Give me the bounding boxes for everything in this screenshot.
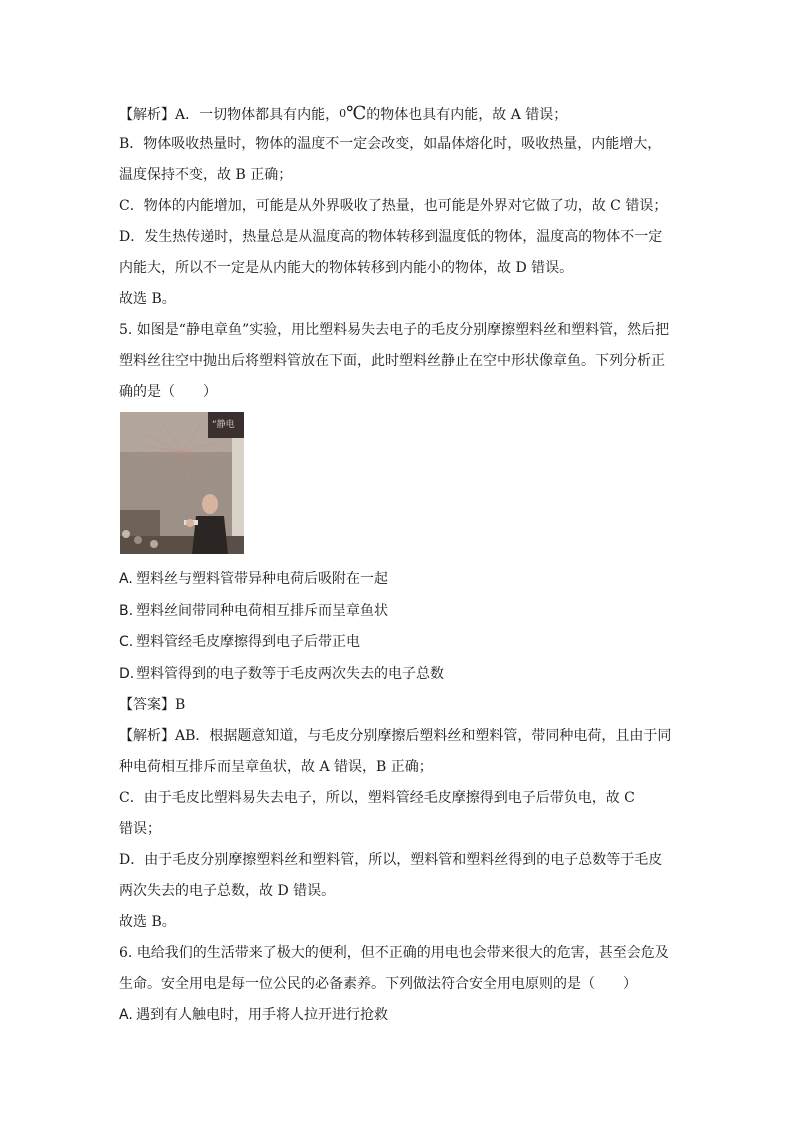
q5-option-a: A. 塑料丝与塑料管带异种电荷后吸附在一起 xyxy=(119,571,388,587)
person-head xyxy=(202,494,218,514)
degree-celsius-symbol: ℃ xyxy=(346,103,367,124)
q4-analysis-b-line-1: B．物体吸收热量时，物体的温度不一定会改变，如晶体熔化时，吸收热量，内能增大， xyxy=(119,136,662,152)
q5-option-d: D. 塑料管得到的电子数等于毛皮两次失去的电子总数 xyxy=(119,665,444,682)
q4-analysis-a-line: 【解析】A．一切物体都具有内能，0℃的物体也具有内能，故 A 错误； xyxy=(119,103,568,124)
q6-stem-line-2: 生命。安全用电是每一位公民的必备素养。下列做法符合安全用电原则的是（ ） xyxy=(119,976,637,992)
q5-analysis-d-line-2: 两次失去的电子总数，故 D 错误。 xyxy=(119,883,336,899)
q6-option-a: A. 遇到有人触电时，用手将人拉开进行抢救 xyxy=(119,1007,388,1023)
q5-analysis-c-line-2: 错误； xyxy=(119,821,161,837)
q4-analysis-b-line-2: 温度保持不变，故 B 正确； xyxy=(119,167,293,183)
q5-option-b: B. 塑料丝间带同种电荷相互排斥而呈章鱼状 xyxy=(119,602,388,619)
photo-illustration xyxy=(120,412,244,554)
q5-stem-line-3: 确的是（ ） xyxy=(119,384,217,400)
q5-analysis-ab-line-1: 【解析】AB．根据题意知道，与毛皮分别摩擦后塑料丝和塑料管，带同种电荷，且由于同 xyxy=(119,728,672,744)
zero-digit: 0 xyxy=(339,107,347,120)
q5-stem-line-1: 5. 如图是“静电章鱼”实验，用比塑料易失去电子的毛皮分别摩擦塑料丝和塑料管，然后把 xyxy=(119,322,670,338)
q4-conclusion: 故选 B。 xyxy=(119,291,176,307)
q5-conclusion: 故选 B。 xyxy=(119,914,176,930)
q5-answer: 【答案】B xyxy=(119,697,186,713)
q5-option-c: C. 塑料管经毛皮摩擦得到电子后带正电 xyxy=(119,634,360,650)
q4-analysis-d-line-2: 内能大，所以不一定是从内能大的物体转移到内能小的物体，故 D 错误。 xyxy=(119,260,574,276)
q6-stem-line-1: 6. 电给我们的生活带来了极大的便利，但不正确的用电也会带来很大的危害，甚至会危及 xyxy=(119,945,669,961)
q4-analysis-c-line: C．物体的内能增加，可能是从外界吸收了热量，也可能是外界对它做了功，故 C 错误； xyxy=(119,198,668,214)
q5-analysis-ab-line-2: 种电荷相互排斥而呈章鱼状，故 A 错误，B 正确； xyxy=(119,759,433,775)
static-octopus-photo xyxy=(120,412,244,554)
q5-analysis-d-line-1: D．由于毛皮分别摩擦塑料丝和塑料管，所以，塑料管和塑料丝得到的电子总数等于毛皮 xyxy=(119,852,663,868)
q4-analysis-d-line-1: D．发生热传递时，热量总是从温度高的物体转移到温度低的物体，温度高的物体不一定 xyxy=(119,229,663,245)
q5-stem-line-2: 塑料丝往空中抛出后将塑料管放在下面，此时塑料丝静止在空中形状像章鱼。下列分析正 xyxy=(119,353,665,369)
analysis-label: 【解析】 xyxy=(119,107,175,123)
q5-analysis-c-line-1: C．由于毛皮比塑料易失去电子，所以，塑料管经毛皮摩擦得到电子后带负电，故 C xyxy=(119,790,635,806)
page-content xyxy=(119,98,679,1032)
photo-banner-text: “静电 xyxy=(212,420,235,430)
